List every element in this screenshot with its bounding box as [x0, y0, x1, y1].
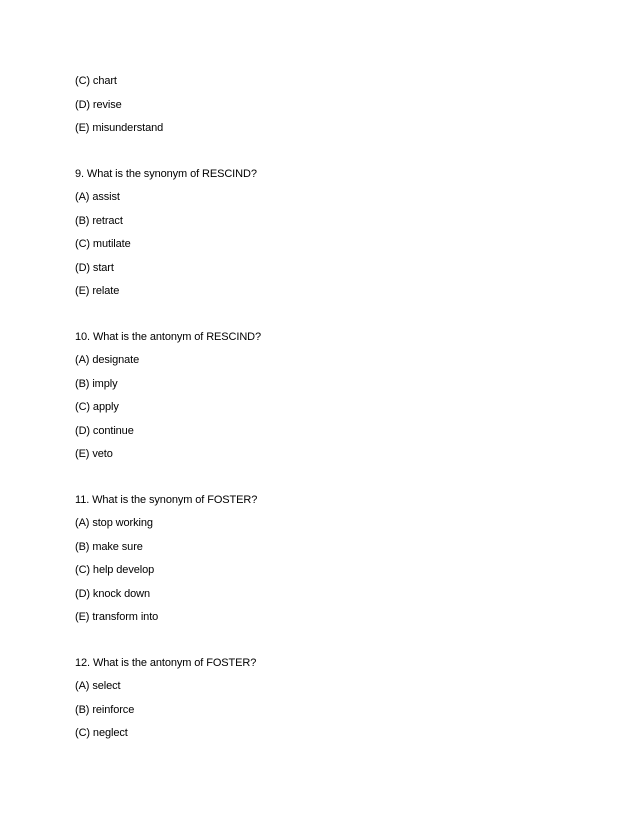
option-line: (D) revise: [75, 98, 122, 111]
option-line: (E) veto: [75, 448, 113, 460]
option-line: (C) help develop: [75, 564, 155, 576]
option-line: (B) reinforce: [75, 703, 135, 716]
option-line: (C) chart: [75, 75, 117, 87]
option-line: (A) select: [75, 680, 121, 692]
continued-options: [75, 74, 575, 135]
option-line: (E) misunderstand: [75, 122, 164, 134]
option-line: (D) start: [75, 261, 114, 274]
option-line: (A) designate: [75, 354, 140, 366]
option-line: (D) knock down: [75, 587, 151, 600]
option-line: (E) relate: [75, 285, 120, 297]
option-line: (C) mutilate: [75, 238, 131, 250]
option-line: (A) stop working: [75, 517, 153, 529]
question-10: [75, 330, 575, 462]
spacer: [75, 471, 575, 493]
option-line: (B) retract: [75, 214, 123, 227]
spacer: [75, 145, 575, 167]
spacer: [75, 634, 575, 656]
spacer: [75, 308, 575, 330]
option-line: (D) continue: [75, 424, 134, 437]
question-text: 10. What is the antonym of RESCIND?: [75, 330, 262, 343]
question-text: 11. What is the synonym of FOSTER?: [75, 493, 258, 506]
option-line: (C) neglect: [75, 727, 128, 739]
question-12: [75, 656, 575, 741]
question-11: [75, 493, 575, 625]
option-line: (A) assist: [75, 191, 120, 203]
document-content: [75, 74, 575, 750]
option-line: (C) apply: [75, 401, 119, 413]
question-text: 9. What is the synonym of RESCIND?: [75, 167, 257, 180]
option-line: (B) imply: [75, 377, 118, 390]
option-line: (B) make sure: [75, 540, 143, 553]
option-line: (E) transform into: [75, 611, 159, 623]
question-text: 12. What is the antonym of FOSTER?: [75, 656, 257, 669]
question-9: [75, 167, 575, 299]
